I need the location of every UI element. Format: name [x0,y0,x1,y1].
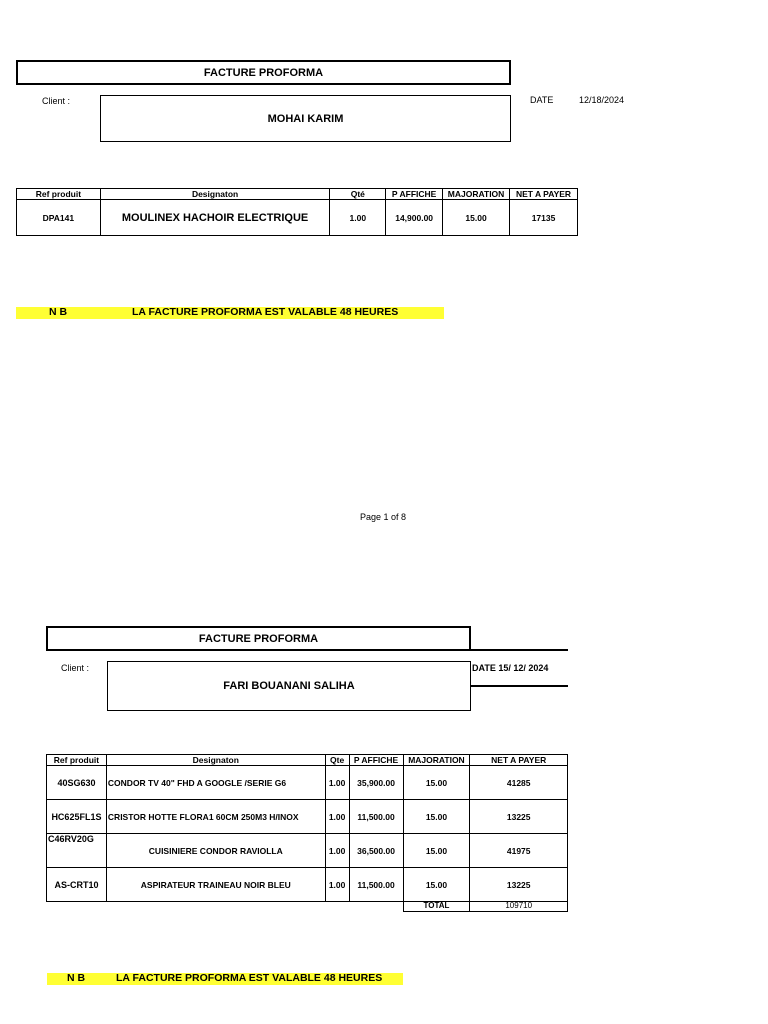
total-label: TOTAL [403,902,470,912]
invoice1-client-label: Client : [42,96,71,106]
table-row [17,200,578,236]
cell-qte: 1.00 [325,868,349,902]
invoice1-title: FACTURE PROFORMA [16,60,511,85]
cell-qte: 1.00 [325,800,349,834]
cell-majoration: 15.00 [403,800,470,834]
cell-net: 13225 [470,868,568,902]
nb-text: LA FACTURE PROFORMA EST VALABLE 48 HEURES [116,972,383,984]
cell-ref: AS-CRT10 [47,868,107,902]
col-qte: Qte [325,755,349,766]
col-net: NET A PAYER [470,755,568,766]
cell-ref: C46RV20G [47,834,107,868]
col-majoration: MAJORATION [403,755,470,766]
col-ref: Ref produit [47,755,107,766]
cell-net: 41285 [470,766,568,800]
divider [470,685,568,687]
nb-label: N B [67,972,86,984]
col-majoration: MAJORATION [443,189,510,200]
cell-majoration: 15.00 [403,766,470,800]
cell-prix: 35,900.00 [349,766,403,800]
cell-designation: MOULINEX HACHOIR ELECTRIQUE [100,200,330,236]
cell-qte: 1.00 [330,200,386,236]
invoice1-table [16,188,578,236]
cell-prix: 11,500.00 [349,800,403,834]
cell-ref: HC625FL1S [47,800,107,834]
cell-net: 13225 [470,800,568,834]
invoice2-title: FACTURE PROFORMA [46,626,471,651]
col-qte: Qté [330,189,386,200]
invoice2-date: DATE 15/ 12/ 2024 [472,663,549,673]
table-row [47,868,568,902]
total-value: 109710 [470,902,568,912]
cell-net: 17135 [510,200,578,236]
table-row [47,800,568,834]
col-net: NET A PAYER [510,189,578,200]
cell-qte: 1.00 [325,766,349,800]
cell-designation: ASPIRATEUR TRAINEAU NOIR BLEU [106,868,325,902]
cell-majoration: 15.00 [403,868,470,902]
invoice1-date-label: DATE [530,95,554,105]
cell-prix: 11,500.00 [349,868,403,902]
col-prix: P AFFICHE [386,189,443,200]
cell-majoration: 15.00 [403,834,470,868]
cell-designation: CRISTOR HOTTE FLORA1 60CM 250M3 H/INOX [106,800,325,834]
cell-qte: 1.00 [325,834,349,868]
col-designation: Designaton [106,755,325,766]
cell-designation: CUISINIERE CONDOR RAVIOLLA [106,834,325,868]
total-row [47,902,568,912]
invoice1-client-name: MOHAI KARIM [100,95,511,142]
col-designation: Designaton [100,189,330,200]
invoice1-nb-banner [16,307,444,319]
invoice2-client-label: Client : [61,663,90,673]
invoice2-table [46,754,568,912]
nb-text: LA FACTURE PROFORMA EST VALABLE 48 HEURES [132,306,399,318]
table-row [47,766,568,800]
invoice2-client-name: FARI BOUANANI SALIHA [107,661,471,711]
page-number: Page 1 of 8 [360,512,407,522]
invoice2-nb-banner [47,973,403,985]
invoice1-date-value: 12/18/2024 [579,95,625,105]
col-prix: P AFFICHE [349,755,403,766]
table-header-row [17,189,578,200]
table-header-row [47,755,568,766]
cell-designation: CONDOR TV 40" FHD A GOOGLE /SERIE G6 [106,766,325,800]
col-ref: Ref produit [17,189,101,200]
cell-ref: 40SG630 [47,766,107,800]
cell-majoration: 15.00 [443,200,510,236]
nb-label: N B [49,306,68,318]
table-row [47,834,568,868]
cell-net: 41975 [470,834,568,868]
divider [470,649,568,651]
cell-prix: 14,900.00 [386,200,443,236]
cell-prix: 36,500.00 [349,834,403,868]
cell-ref: DPA141 [17,200,101,236]
